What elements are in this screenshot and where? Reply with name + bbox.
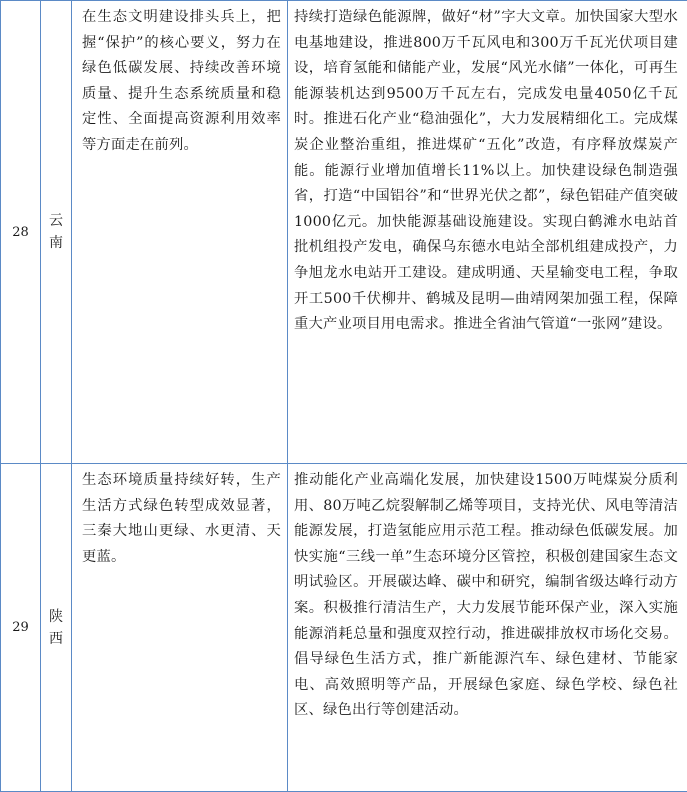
table-row bbox=[1, 1, 687, 464]
province-char: 西 bbox=[41, 628, 71, 650]
province-name bbox=[41, 464, 72, 792]
goal-text: 在生态文明建设排头兵上，把握“保护”的核心要义，努力在绿色低碳发展、持续改善环境质量、提升生态系统质量和稳定性、全面提高资源利用效率等方面走在前列。 bbox=[72, 1, 287, 159]
province-char: 陕 bbox=[41, 606, 71, 628]
goal-cell bbox=[72, 1, 288, 464]
tasks-text: 推动能化产业高端化发展，加快建设1500万吨煤炭分质利用、80万吨乙烷裂解制乙烯等项目，支持光伏、风电等清洁能源发展，打造氢能应用示范工程。推动绿色低碳发展。加快实施“三线一单”生态环境分区管控，积极创建国家生态文明试验区。开展碳达峰、碳中和研究，编制省级达峰行动方案。积极推行清洁生产，大力发展节能环保产业，深入实施能源消耗总量和强度双控行动，推进碳排放权市场化交易。倡导绿色生活方式，推广新能源汽车、绿色建材、节能家电、高效照明等产品，开展绿色家庭、绿色学校、绿色社区、绿色出行等创建活动。 bbox=[288, 464, 687, 724]
province-char: 南 bbox=[41, 232, 71, 254]
goal-text: 生态环境质量持续好转，生产生活方式绿色转型成效显著，三秦大地山更绿、水更清、天更蓝。 bbox=[72, 464, 287, 570]
tasks-cell bbox=[288, 464, 687, 792]
province-name bbox=[41, 1, 72, 464]
tasks-text: 持续打造绿色能源牌，做好“材”字大文章。加快国家大型水电基地建设，推进800万千瓦风电和300万千瓦光伏项目建设，培育氢能和储能产业，发展“风光水储”一体化，可再生能源装机达到9500万千瓦左右，完成发电量4050亿千瓦时。推进石化产业“稳油强化”，大力发展精细化工。完成煤炭企业整治重组，推进煤矿“五化”改造，有序释放煤炭产能。能源行业增加值增长11%以上。加快建设绿色制造强省，打造“中国铝谷”和“世界光伏之都”，绿色铝硅产值突破1000亿元。加快能源基础设施建设。实现白鹤滩水电站首批机组投产发电，确保乌东德水电站全部机组建成投产，力争旭龙水电站开工建设。建成明通、天星输变电工程，争取开工500千伏柳井、鹤城及昆明—曲靖网架加强工程，保障重大产业项目用电需求。推进全省油气管道“一张网”建设。 bbox=[288, 1, 687, 338]
tasks-cell bbox=[288, 1, 687, 464]
row-number: 28 bbox=[1, 1, 41, 464]
province-char: 云 bbox=[41, 210, 71, 232]
table-row bbox=[1, 464, 687, 792]
goal-cell bbox=[72, 464, 288, 792]
row-number: 29 bbox=[1, 464, 41, 792]
